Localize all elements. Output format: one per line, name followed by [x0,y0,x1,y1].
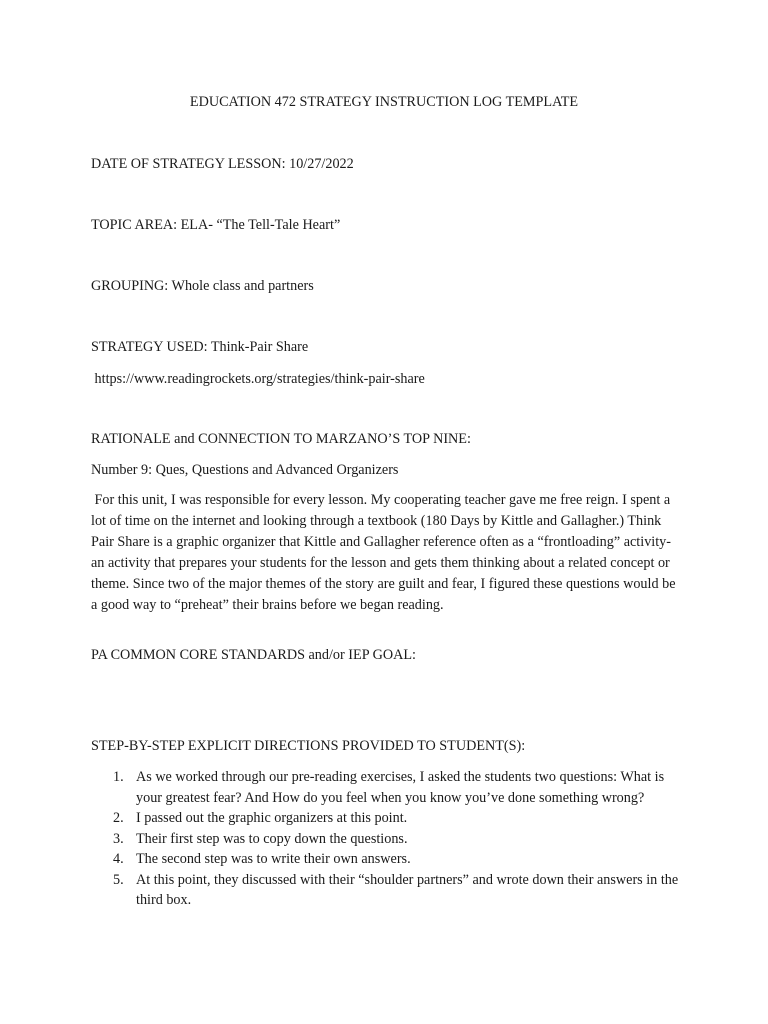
directions-steps-list [91,767,691,911]
rationale-heading: RATIONALE and CONNECTION TO MARZANO’S TOP NINE: [91,431,471,447]
step-number: 2. [113,810,124,826]
step-text: The second step was to write their own answers. [136,851,411,867]
grouping-label: GROUPING: [91,278,169,294]
grouping-row [91,276,314,296]
rationale-body: For this unit, I was responsible for every lesson. My cooperating teacher gave me free reign. I spent a lot of time on the internet and looking through a textbook (180 Days by Kittle and Gallagher.) Think Pair Share is a graphic organizer that Kittle and Gallagher reference often as a “frontloading” activity- an activity that prepares your students for the lesson and gets them thinking about a related concept or theme. Since two of the major themes of the story are guilt and fear, I figured these questions would be a good way to “preheat” their brains before we began reading. [91,492,680,613]
document-title: EDUCATION 472 STRATEGY INSTRUCTION LOG TEMPLATE [189,94,579,110]
step-text: As we worked through our pre-reading exercises, I asked the students two questions: What is your greatest fear? And How do you feel when you know you’ve done something wrong? [136,769,665,806]
list-item [91,767,691,808]
step-text: At this point, they discussed with their “shoulder partners” and wrote down their answers in the third box. [136,871,679,908]
date-value: 10/27/2022 [289,156,354,172]
step-number: 5. [113,871,124,888]
step-text: Their first step was to copy down the questions. [136,830,408,847]
list-item [91,808,691,829]
topic-row [91,215,340,235]
directions-heading: STEP-BY-STEP EXPLICIT DIRECTIONS PROVIDED TO STUDENT(S): [91,738,526,754]
list-item [91,829,691,850]
standards-heading: PA COMMON CORE STANDARDS and/or IEP GOAL: [91,647,416,663]
date-label: DATE OF STRATEGY LESSON: [91,156,286,172]
step-text: I passed out the graphic organizers at this point. [136,810,408,826]
strategy-row [91,337,308,357]
rationale-number-line: Number 9: Ques, Questions and Advanced Organizers [91,462,399,478]
list-item [91,870,691,911]
step-number: 1. [113,769,124,785]
strategy-value: Think-Pair Share [210,339,309,355]
grouping-value: Whole class and partners [171,278,314,294]
date-row [91,154,354,174]
strategy-label: STRATEGY USED: [91,339,208,355]
topic-value: ELA- “The Tell-Tale Heart” [180,217,341,233]
topic-label: TOPIC AREA: [91,217,178,233]
list-item [91,849,691,870]
strategy-link[interactable]: https://www.readingrockets.org/strategies/think-pair-share [91,371,425,387]
step-number: 3. [113,830,124,847]
step-number: 4. [113,851,124,867]
